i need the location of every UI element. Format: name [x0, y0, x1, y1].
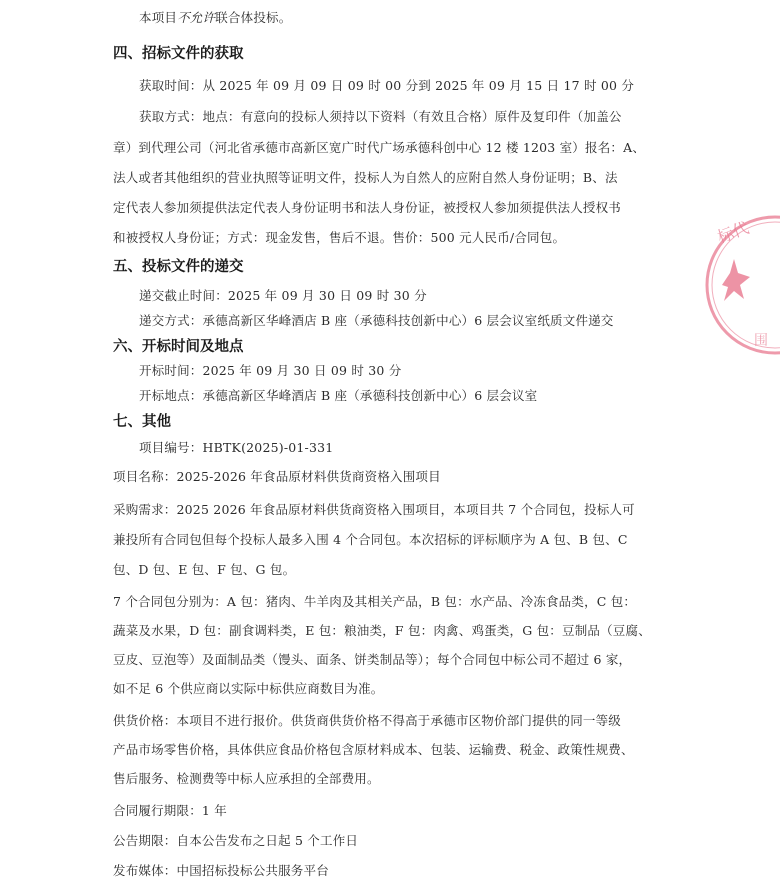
section-heading-obtain: 四、招标文件的获取: [113, 46, 244, 62]
consortium-prefix: 本项目: [139, 10, 178, 25]
obtain-method-line-3: 法人或者其他组织的营业执照等证明文件，投标人为自然人的应附自然人身份证明；B、法: [113, 170, 618, 185]
obtain-time: 获取时间：从 2025 年 09 月 09 日 09 时 00 分到 2025 年 09 月 15 日 17 时 00 分: [139, 78, 635, 93]
svg-text:标代: 标代: [714, 217, 752, 247]
submit-method: 递交方式：承德高新区华峰酒店 B 座（承德科技创新中心）6 层会议室纸质文件递交: [139, 313, 614, 328]
opening-place: 开标地点：承德高新区华峰酒店 B 座（承德科技创新中心）6 层会议室: [139, 388, 538, 403]
consortium-note: [139, 10, 291, 26]
official-seal-stamp: [700, 205, 780, 365]
project-name: 项目名称：2025-2026 年食品原材料供货商资格入围项目: [113, 469, 441, 484]
obtain-method-line-1: 获取方式：地点：有意向的投标人须持以下资料（有效且合格）原件及复印件（加盖公: [139, 109, 622, 124]
obtain-method-line-4: 定代表人参加须提供法定代表人身份证明书和法人身份证，被授权人参加须提供法人授权书: [113, 200, 622, 215]
demand-line-1: 采购需求：2025 2026 年食品原材料供货商资格入围项目，本项目共 7 个合同包，投标人可: [113, 502, 635, 517]
submit-deadline: 递交截止时间：2025 年 09 月 30 日 09 时 30 分: [139, 288, 427, 303]
demand-line-2: 兼投所有合同包但每个投标人最多入围 4 个合同包。本次招标的评标顺序为 A 包、B 包、C: [113, 532, 628, 547]
section-heading-opening: 六、开标时间及地点: [113, 339, 244, 355]
section-heading-other: 七、其他: [113, 414, 171, 430]
consortium-suffix: 联合体投标。: [215, 10, 292, 25]
section-heading-submit: 五、投标文件的递交: [113, 259, 244, 275]
contract-term: 合同履行期限：1 年: [113, 803, 227, 818]
svg-text:围: 围: [754, 333, 768, 349]
publish-media: 发布媒体：中国招标投标公共服务平台: [113, 863, 329, 878]
consortium-emphasis: 不允许: [177, 10, 216, 25]
package-line-1: 7 个合同包分别为：A 包：猪肉、牛羊肉及其相关产品，B 包：水产品、冷冻食品类，C 包：: [113, 594, 637, 609]
demand-line-3: 包、D 包、E 包、F 包、G 包。: [113, 562, 296, 577]
package-line-4: 如不足 6 个供应商以实际中标供应商数目为准。: [113, 681, 384, 696]
project-number: 项目编号：HBTK(2025)-01-331: [139, 440, 334, 455]
package-line-2: 蔬菜及水果，D 包：副食调料类，E 包：粮油类，F 包：肉禽、鸡蛋类，G 包：豆制品（豆腐、: [113, 623, 651, 638]
price-line-2: 产品市场零售价格，具体供应食品价格包含原材料成本、包装、运输费、税金、政策性规费、: [113, 742, 634, 757]
notice-period: 公告期限：自本公告发布之日起 5 个工作日: [113, 833, 359, 848]
obtain-method-line-5: 和被授权人身份证；方式：现金发售，售后不退。售价：500 元人民币/合同包。: [113, 230, 566, 245]
opening-time: 开标时间：2025 年 09 月 30 日 09 时 30 分: [139, 363, 402, 378]
price-line-3: 售后服务、检测费等中标人应承担的全部费用。: [113, 771, 380, 786]
obtain-method-line-2: 章）到代理公司（河北省承德市高新区宽广时代广场承德科创中心 12 楼 1203 室）报名：A、: [113, 140, 646, 155]
package-line-3: 豆皮、豆泡等）及面制品类（馒头、面条、饼类制品等）；每个合同包中标公司不超过 6 家，: [113, 652, 632, 667]
price-line-1: 供货价格：本项目不进行报价。供货商供货价格不得高于承德市区物价部门提供的同一等级: [113, 713, 622, 728]
